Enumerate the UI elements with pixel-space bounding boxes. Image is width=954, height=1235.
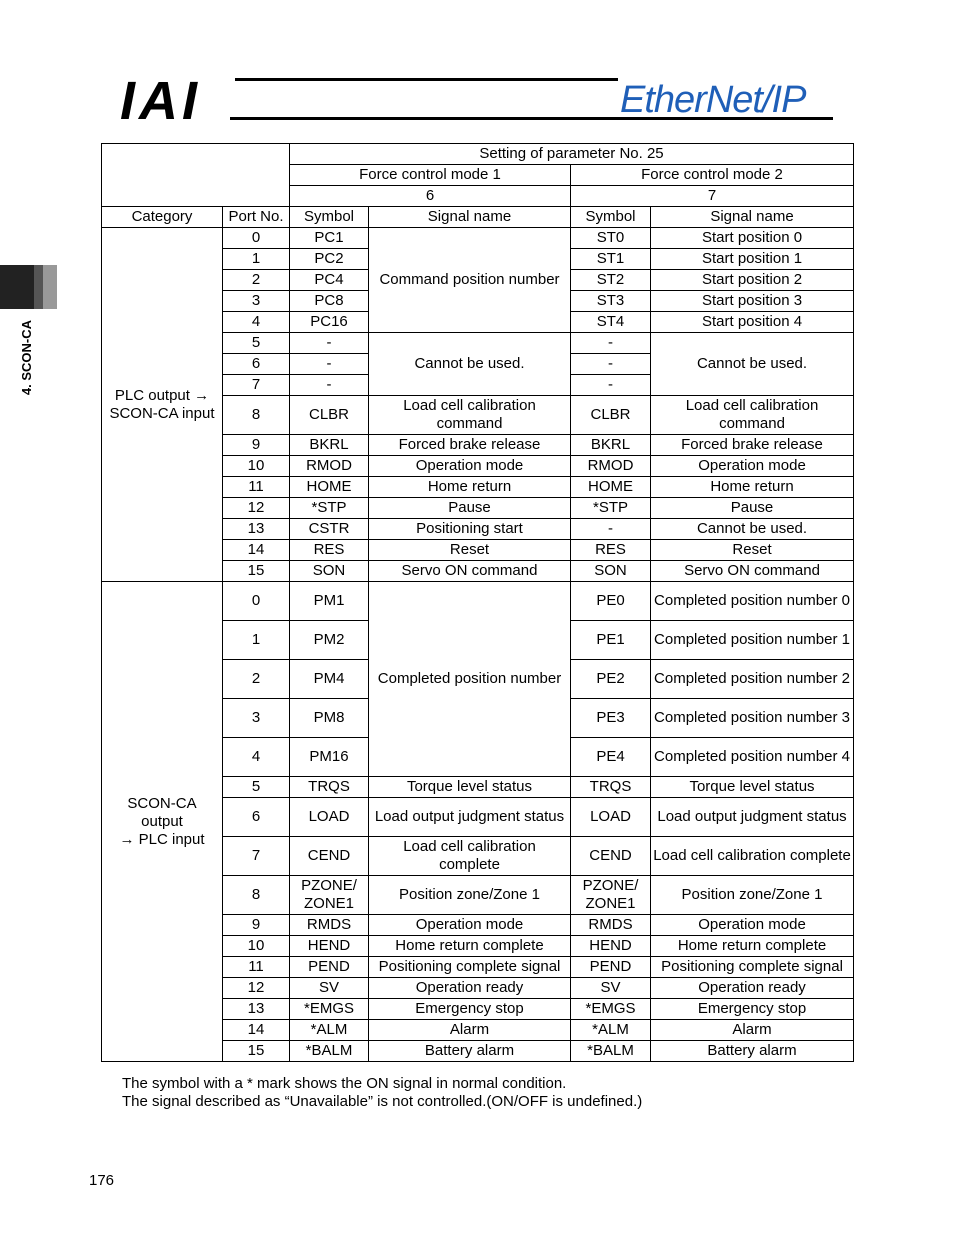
symbol1-cell: PC16 [290,312,369,333]
name2-cell: Completed position number 4 [651,738,854,777]
name1-cell: Home return [369,477,571,498]
port-cell: 8 [223,396,290,435]
symbol1-cell: *BALM [290,1041,369,1062]
symbol2-cell: ST0 [571,228,651,249]
symbol2-cell: ST3 [571,291,651,312]
name2-cell: Start position 4 [651,312,854,333]
name1-cell: Battery alarm [369,1041,571,1062]
symbol1-cell: - [290,333,369,354]
symbol1-cell: PC2 [290,249,369,270]
name2-cell: Emergency stop [651,999,854,1020]
symbol1-cell: HOME [290,477,369,498]
table-row [102,228,854,249]
page-number: 176 [89,1172,115,1189]
name2-cell: Home return [651,477,854,498]
symbol2-cell: - [571,519,651,540]
name1-cell: Positioning complete signal [369,957,571,978]
port-cell: 14 [223,540,290,561]
name2-cell: Completed position number 0 [651,582,854,621]
port-cell: 5 [223,333,290,354]
symbol2-cell: PE3 [571,699,651,738]
port-cell: 4 [223,738,290,777]
symbol1-cell: PM8 [290,699,369,738]
footnote-unavailable: The signal described as “Unavailable” is not controlled.(ON/OFF is undefined.) [122,1093,643,1110]
name2-cell: Pause [651,498,854,519]
name1-cell: Reset [369,540,571,561]
symbol1-cell: PM16 [290,738,369,777]
name1-cell: Positioning start [369,519,571,540]
blank-corner-cell [102,144,290,207]
name1-cell: Load output judgment status [369,798,571,837]
symbol2-cell: SON [571,561,651,582]
category-header: Category [102,207,223,228]
port-header: Port No. [223,207,290,228]
symbol2-cell: *ALM [571,1020,651,1041]
name2-cell: Operation mode [651,915,854,936]
name2-cell: Alarm [651,1020,854,1041]
symbol2-cell: RES [571,540,651,561]
name2-cell: Operation ready [651,978,854,999]
column-header-row [102,207,854,228]
chapter-tab-marker-light [43,265,57,309]
port-cell: 11 [223,477,290,498]
port-cell: 9 [223,435,290,456]
symbol2-cell: ST2 [571,270,651,291]
name2-cell: Forced brake release [651,435,854,456]
symbol1-cell: *EMGS [290,999,369,1020]
symbol2-cell: *STP [571,498,651,519]
name1-cell: Operation mode [369,915,571,936]
name2-cell: Torque level status [651,777,854,798]
symbol2-cell: - [571,375,651,396]
symbol2-cell: TRQS [571,777,651,798]
symbol1-cell: PC1 [290,228,369,249]
name2-cell: Battery alarm [651,1041,854,1062]
port-cell: 3 [223,291,290,312]
port-cell: 10 [223,456,290,477]
name2-cell: Load cell calibration command [651,396,854,435]
name2-cell: Servo ON command [651,561,854,582]
symbol1-cell: PC8 [290,291,369,312]
port-cell: 10 [223,936,290,957]
name1-cell: Load cell calibration complete [369,837,571,876]
name2-cell: Position zone/Zone 1 [651,876,854,915]
ethernet-ip-logo: EtherNet/IP [620,79,806,121]
symbol2-cell: RMDS [571,915,651,936]
name2-cell: Start position 1 [651,249,854,270]
name1-cell: Home return complete [369,936,571,957]
symbol1-cell: *STP [290,498,369,519]
mode1-title-cell: Force control mode 1 [290,165,571,186]
symbol2-cell: - [571,354,651,375]
name1-cell: Operation ready [369,978,571,999]
symbol1-cell: CLBR [290,396,369,435]
category-cell: SCON-CA output → PLC input [102,582,223,1062]
symbol1-cell: CEND [290,837,369,876]
symbol1-cell: RES [290,540,369,561]
symbol2-cell: BKRL [571,435,651,456]
symbol1-header: Symbol [290,207,369,228]
symbol1-cell: - [290,354,369,375]
port-cell: 15 [223,1041,290,1062]
chapter-label: 4. SCON-CA [19,320,34,396]
symbol2-cell: *EMGS [571,999,651,1020]
port-cell: 6 [223,354,290,375]
param-title-cell: Setting of parameter No. 25 [290,144,854,165]
symbol2-cell: ST4 [571,312,651,333]
name1-cell: Forced brake release [369,435,571,456]
symbol1-cell: PC4 [290,270,369,291]
name1-cell: Torque level status [369,777,571,798]
symbol1-cell: PM4 [290,660,369,699]
port-cell: 0 [223,228,290,249]
port-cell: 2 [223,270,290,291]
symbol2-cell: ST1 [571,249,651,270]
symbol2-cell: SV [571,978,651,999]
name1-cell: Command position number [369,228,571,333]
name2-cell: Cannot be used. [651,519,854,540]
chapter-tab-marker [0,265,34,309]
name2-cell: Completed position number 2 [651,660,854,699]
name2-header: Signal name [651,207,854,228]
symbol1-cell: PZONE/ ZONE1 [290,876,369,915]
symbol1-cell: LOAD [290,798,369,837]
name2-cell: Start position 2 [651,270,854,291]
port-cell: 7 [223,375,290,396]
port-cell: 0 [223,582,290,621]
symbol1-cell: PEND [290,957,369,978]
port-cell: 11 [223,957,290,978]
port-cell: 2 [223,660,290,699]
symbol2-cell: *BALM [571,1041,651,1062]
symbol1-cell: BKRL [290,435,369,456]
port-cell: 4 [223,312,290,333]
name2-cell: Reset [651,540,854,561]
symbol2-cell: LOAD [571,798,651,837]
port-cell: 12 [223,498,290,519]
symbol1-cell: PM2 [290,621,369,660]
name2-cell: Operation mode [651,456,854,477]
name2-cell: Load cell calibration complete [651,837,854,876]
name1-cell: Servo ON command [369,561,571,582]
name2-cell: Home return complete [651,936,854,957]
symbol1-cell: HEND [290,936,369,957]
name2-cell: Load output judgment status [651,798,854,837]
port-cell: 6 [223,798,290,837]
mode2-value-cell: 7 [571,186,854,207]
mode1-value-cell: 6 [290,186,571,207]
symbol2-cell: HEND [571,936,651,957]
port-cell: 7 [223,837,290,876]
port-cell: 9 [223,915,290,936]
symbol2-cell: PZONE/ ZONE1 [571,876,651,915]
name1-cell: Operation mode [369,456,571,477]
name2-cell: Completed position number 3 [651,699,854,738]
table-row [102,582,854,621]
symbol2-cell: PE1 [571,621,651,660]
symbol1-cell: RMOD [290,456,369,477]
name2-cell: Completed position number 1 [651,621,854,660]
name2-cell: Start position 0 [651,228,854,249]
port-cell: 14 [223,1020,290,1041]
port-cell: 3 [223,699,290,738]
symbol2-cell: PEND [571,957,651,978]
symbol2-cell: RMOD [571,456,651,477]
symbol1-cell: RMDS [290,915,369,936]
table-header-row [102,144,854,165]
name1-cell: Pause [369,498,571,519]
chapter-tab-marker-mid [34,265,43,309]
symbol1-cell: *ALM [290,1020,369,1041]
symbol1-cell: SON [290,561,369,582]
port-cell: 12 [223,978,290,999]
port-cell: 8 [223,876,290,915]
symbol2-cell: PE2 [571,660,651,699]
footnote-asterisk: The symbol with a * mark shows the ON signal in normal condition. [122,1075,567,1092]
symbol1-cell: SV [290,978,369,999]
symbol1-cell: CSTR [290,519,369,540]
signal-assignment-table [101,143,854,1062]
name1-cell: Alarm [369,1020,571,1041]
port-cell: 13 [223,999,290,1020]
symbol2-cell: PE0 [571,582,651,621]
symbol1-cell: TRQS [290,777,369,798]
name2-cell: Positioning complete signal [651,957,854,978]
name1-header: Signal name [369,207,571,228]
category-cell: PLC output → SCON-CA input [102,228,223,582]
name2-cell: Start position 3 [651,291,854,312]
iai-logo: IAI [120,71,202,131]
symbol2-header: Symbol [571,207,651,228]
port-cell: 5 [223,777,290,798]
name1-cell: Load cell calibration command [369,396,571,435]
header-rule-top [235,78,618,81]
symbol2-cell: PE4 [571,738,651,777]
name1-cell: Completed position number [369,582,571,777]
port-cell: 13 [223,519,290,540]
symbol2-cell: CEND [571,837,651,876]
mode2-title-cell: Force control mode 2 [571,165,854,186]
port-cell: 1 [223,621,290,660]
port-cell: 1 [223,249,290,270]
symbol2-cell: - [571,333,651,354]
symbol1-cell: - [290,375,369,396]
port-cell: 15 [223,561,290,582]
name1-cell: Cannot be used. [369,333,571,396]
symbol2-cell: CLBR [571,396,651,435]
name1-cell: Emergency stop [369,999,571,1020]
name2-cell: Cannot be used. [651,333,854,396]
name1-cell: Position zone/Zone 1 [369,876,571,915]
symbol2-cell: HOME [571,477,651,498]
symbol1-cell: PM1 [290,582,369,621]
